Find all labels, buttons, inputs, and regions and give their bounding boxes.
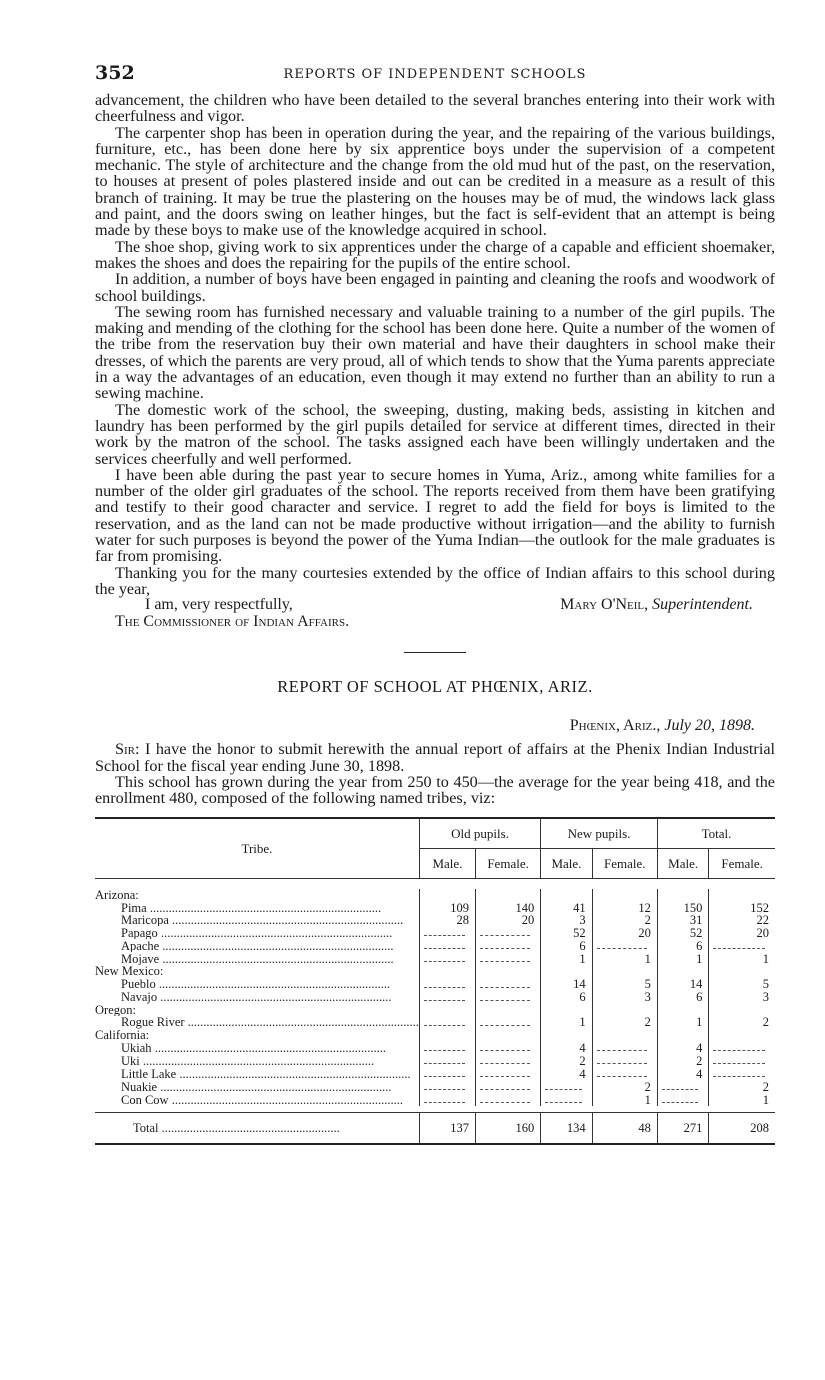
cell-value: 109	[419, 902, 475, 914]
cell-value	[541, 889, 592, 901]
cell-value	[709, 1004, 775, 1016]
table-row	[95, 952, 775, 965]
dot-leader: ..........................................................................	[159, 952, 394, 966]
cell-value	[592, 1029, 657, 1041]
cell-value	[475, 939, 540, 952]
cell-value: 5	[592, 978, 657, 991]
table-row	[95, 1004, 775, 1016]
empty-dash	[480, 1054, 530, 1064]
cell-value: 1	[541, 952, 592, 965]
cell-value: 12	[592, 902, 657, 914]
header-male: Male.	[541, 849, 592, 879]
paragraph: The sewing room has furnished necessary and valuable training to a number of the girl pupils. The making and mending of the clothing for the school has been done here. Quite a number of the women of the tribe from the reservation buy their own material and have their daughters in school make their dresses, of which the parents are very proud, all of which tends to show that the Yuma parents appreciate in a way the advantages of an education, even though it may extend no further than an ability to run a sewing machine.	[95, 302, 775, 403]
cell-value: 1	[657, 1016, 708, 1029]
tribe-name: Apache ..........................................................................	[121, 939, 394, 953]
paragraph: I have been able during the past year to secure homes in Yuma, Ariz., among white families for a number of the older girl graduates of the school. The reports received from them have been gratifying and testify to their good character and service. I regret to add the field for boys is limited to the reservation, and as the land can not be made productive without irrigation—and the ability to furnish water for such purposes is beyond the power of the Yuma Indian—the outlook for the male graduates is far from promising.	[95, 465, 775, 566]
cell-value: 152	[709, 902, 775, 914]
cell-value: 140	[475, 902, 540, 914]
table-row	[95, 1054, 775, 1067]
paragraph: advancement, the children who have been detailed to the several branches entering into their work with cheerfulness and vigor.	[95, 91, 775, 126]
cell-value	[541, 1029, 592, 1041]
cell-value: 4	[541, 1067, 592, 1080]
cell-value: 3	[541, 914, 592, 926]
cell-value: 31	[657, 914, 708, 926]
cell-value: 28	[419, 914, 475, 926]
paragraph	[95, 741, 775, 774]
report-title: REPORT OF SCHOOL AT PHŒNIX, ARIZ.	[277, 677, 593, 697]
cell-value	[475, 1041, 540, 1054]
cell-value: 3	[592, 991, 657, 1004]
dot-leader: ..........................................................................	[139, 1054, 375, 1068]
section-divider	[404, 652, 466, 653]
cell-value: 150	[657, 902, 708, 914]
signature	[560, 597, 753, 613]
dot-leader: ..........................................................................	[159, 939, 394, 953]
header-female: Female.	[475, 849, 540, 879]
cell-value	[419, 939, 475, 952]
empty-dash	[424, 1067, 465, 1077]
empty-dash	[480, 978, 530, 988]
cell-value	[419, 926, 475, 939]
cell-value	[475, 1054, 540, 1067]
dot-leader: ..........................................................................	[168, 1093, 403, 1107]
table-row	[95, 889, 775, 901]
header-male: Male.	[419, 849, 475, 879]
table-row	[95, 926, 775, 939]
signer-title: Superintendent.	[652, 596, 753, 614]
empty-dash	[480, 926, 530, 936]
page-number: 352	[95, 62, 135, 84]
empty-dash	[424, 978, 465, 988]
body-text	[95, 92, 775, 597]
cell-value: 2	[709, 1016, 775, 1029]
empty-dash	[424, 1054, 465, 1064]
cell-value: 4	[541, 1041, 592, 1054]
cell-value: 20	[709, 926, 775, 939]
cell-value	[657, 1004, 708, 1016]
total-value: 208	[709, 1113, 775, 1145]
table-row	[95, 1016, 775, 1029]
cell-value	[541, 965, 592, 977]
cell-value: 1	[592, 952, 657, 965]
empty-dash	[480, 1080, 530, 1090]
cell-value	[592, 939, 657, 952]
paragraph: In addition, a number of boys have been engaged in painting and cleaning the roofs and woodwork of school buildings.	[95, 270, 775, 305]
cell-value: 20	[592, 926, 657, 939]
cell-value	[419, 889, 475, 901]
cell-value: 52	[541, 926, 592, 939]
table-row	[95, 1067, 775, 1080]
empty-dash	[480, 1016, 530, 1026]
tribe-name: Little Lake ..........................................................................	[121, 1067, 411, 1081]
empty-dash	[713, 1041, 765, 1051]
tribe-name: Arizona:	[95, 889, 139, 902]
cell-value: 2	[592, 914, 657, 926]
empty-dash	[545, 1093, 581, 1103]
cell-value	[475, 1004, 540, 1016]
dot-leader: ..........................................................................	[176, 1067, 411, 1081]
cell-value: 4	[657, 1067, 708, 1080]
document-page	[95, 58, 775, 1145]
paragraph: The domestic work of the school, the sweeping, dusting, making beds, assisting in kitchen and laundry has been performed by the girl pupils detailed for service at different times, directed in their work by the matron of the school. The tasks assigned each have been willingly undertaken and the services cheerfully and well performed.	[95, 400, 775, 468]
cell-value	[657, 889, 708, 901]
dot-leader: .........................................................	[158, 1121, 340, 1136]
tribe-name: Uki ..........................................................................	[121, 1054, 375, 1068]
cell-value: 2	[592, 1016, 657, 1029]
empty-dash	[597, 1067, 647, 1077]
cell-value	[475, 889, 540, 901]
cell-value: 2	[709, 1080, 775, 1093]
header-total: Total.	[657, 818, 775, 849]
cell-value	[709, 1054, 775, 1067]
dateline	[95, 717, 775, 735]
cell-value: 22	[709, 914, 775, 926]
header-tribe: Tribe.	[241, 840, 273, 856]
empty-dash	[424, 1041, 465, 1051]
cell-value	[709, 939, 775, 952]
dot-leader: ..........................................................................	[184, 1015, 419, 1029]
paragraph: Thanking you for the many courtesies extended by the office of Indian affairs to this school during the year,	[95, 563, 775, 598]
empty-dash	[480, 1041, 530, 1051]
tribe-name: New Mexico:	[95, 965, 164, 978]
header-male: Male.	[657, 849, 708, 879]
empty-dash	[480, 1067, 530, 1077]
total-value: 160	[475, 1113, 540, 1145]
empty-dash	[662, 1080, 698, 1090]
cell-value: 6	[657, 991, 708, 1004]
cell-value	[419, 978, 475, 991]
empty-dash	[480, 952, 530, 962]
table-row	[95, 1080, 775, 1093]
paragraph: This school has grown during the year from 250 to 450—the average for the year being 418, and the enrollment 480, composed of the following named tribes, viz:	[95, 772, 775, 808]
cell-value: 2	[592, 1080, 657, 1093]
cell-value	[419, 1067, 475, 1080]
cell-value: 4	[657, 1041, 708, 1054]
tribe-name: Pueblo ..........................................................................	[121, 977, 391, 991]
cell-value: 6	[541, 939, 592, 952]
empty-dash	[662, 1093, 698, 1103]
dateline-place: Phœnix, Ariz.,	[569, 717, 661, 735]
cell-value: 6	[657, 939, 708, 952]
cell-value	[419, 1041, 475, 1054]
empty-dash	[424, 1080, 465, 1090]
empty-dash	[424, 1016, 465, 1026]
table-row	[95, 1029, 775, 1041]
cell-value	[657, 965, 708, 977]
cell-value: 1	[709, 952, 775, 965]
cell-value: 3	[709, 991, 775, 1004]
cell-value	[592, 1054, 657, 1067]
tribe-name: Maricopa ..........................................................................	[121, 913, 404, 927]
dateline-date: July 20, 1898.	[664, 717, 755, 735]
empty-dash	[713, 1067, 765, 1077]
cell-value	[592, 1067, 657, 1080]
cell-value	[709, 965, 775, 977]
cell-value	[709, 1067, 775, 1080]
paragraph: The carpenter shop has been in operation during the year, and the repairing of the various buildings, furniture, etc., has been done here by six apprentice boys under the supervision of a competent mechanic. The style of architecture and the change from the old mud hut of the past, on the reservation, to houses at present of poles plastered inside and out can be credited in a measure as a result of this branch of training. It may be true the plastering on the houses may be of mud, the windows lack glass and paint, and the doors swing on leather hinges, but the fact is self-evident that an attempt is being made by these boys to make use of the knowledge acquired in school.	[95, 123, 775, 240]
cell-value: 20	[475, 914, 540, 926]
salutation-sir: Sir:	[115, 740, 140, 759]
cell-value	[657, 1080, 708, 1093]
cell-value: 1	[592, 1093, 657, 1106]
tribe-name: Oregon:	[95, 1003, 136, 1016]
table-row	[95, 978, 775, 991]
table-row	[95, 965, 775, 977]
cell-value	[475, 1029, 540, 1041]
intro-text: I have the honor to submit herewith the annual report of affairs at the Phenix Indian Industrial School for the fiscal year ending June 30, 1898.	[95, 740, 776, 775]
cell-value	[475, 991, 540, 1004]
tribe-name: California:	[95, 1028, 150, 1042]
cell-value	[709, 889, 775, 901]
table-row	[95, 902, 775, 914]
cell-value	[475, 952, 540, 965]
total-row	[95, 1113, 775, 1145]
running-title: REPORTS OF INDEPENDENT SCHOOLS	[283, 67, 587, 82]
letter-closing	[95, 597, 775, 631]
cell-value	[541, 1093, 592, 1106]
empty-dash	[713, 1054, 765, 1064]
tribe-name: Papago ..........................................................................	[121, 926, 393, 940]
cell-value: 41	[541, 902, 592, 914]
empty-dash	[480, 991, 530, 1001]
cell-value	[709, 1029, 775, 1041]
dot-leader: ..........................................................................	[155, 977, 391, 991]
cell-value	[475, 1093, 540, 1106]
cell-value	[419, 1093, 475, 1106]
signer-name: Mary O'Neil,	[560, 596, 649, 614]
cell-value	[475, 978, 540, 991]
header-female: Female.	[592, 849, 657, 879]
page-header	[95, 58, 775, 92]
cell-value	[657, 1029, 708, 1041]
empty-dash	[424, 1093, 465, 1103]
cell-value	[419, 991, 475, 1004]
tribe-name: Nuakie ..........................................................................	[121, 1080, 392, 1094]
cell-value: 14	[657, 978, 708, 991]
cell-value: 1	[709, 1093, 775, 1106]
empty-dash	[424, 991, 465, 1001]
empty-dash	[424, 952, 465, 962]
tribe-name: Rogue River ..........................................................................	[121, 1015, 419, 1029]
empty-dash	[597, 1054, 647, 1064]
table-row	[95, 1041, 775, 1054]
table-row	[95, 914, 775, 926]
cell-value	[475, 1080, 540, 1093]
total-label: Total .........................................................	[95, 1113, 419, 1145]
header-female: Female.	[709, 849, 775, 879]
cell-value	[592, 1004, 657, 1016]
header-new-pupils: New pupils.	[541, 818, 658, 849]
empty-dash	[597, 1041, 647, 1051]
cell-value	[592, 965, 657, 977]
table-body	[95, 879, 775, 1113]
cell-value	[475, 926, 540, 939]
total-value: 48	[592, 1113, 657, 1145]
cell-value	[657, 1093, 708, 1106]
cell-value: 2	[541, 1054, 592, 1067]
cell-value	[475, 1016, 540, 1029]
cell-value: 14	[541, 978, 592, 991]
cell-value: 1	[657, 952, 708, 965]
dot-leader: ..........................................................................	[157, 926, 393, 940]
empty-dash	[480, 1093, 530, 1103]
cell-value	[419, 965, 475, 977]
total-value: 134	[541, 1113, 592, 1145]
cell-value	[475, 965, 540, 977]
cell-value	[541, 1004, 592, 1016]
total-value: 271	[657, 1113, 708, 1145]
addressee: The Commissioner of Indian Affairs.	[115, 613, 350, 631]
cell-value	[592, 1041, 657, 1054]
cell-value: 6	[541, 991, 592, 1004]
cell-value	[419, 952, 475, 965]
cell-value: 1	[541, 1016, 592, 1029]
cell-value: 2	[657, 1054, 708, 1067]
cell-value	[419, 1016, 475, 1029]
cell-value	[419, 1004, 475, 1016]
cell-value: 5	[709, 978, 775, 991]
cell-value	[709, 1041, 775, 1054]
table-row	[95, 991, 775, 1004]
dot-leader: ..........................................................................	[168, 913, 404, 927]
cell-value	[419, 1080, 475, 1093]
paragraph: The shoe shop, giving work to six apprentices under the charge of a capable and efficient shoemaker, makes the shoes and does the repairing for the pupils of the entire school.	[95, 237, 775, 272]
cell-value	[592, 889, 657, 901]
dot-leader: ..........................................................................	[157, 1080, 392, 1094]
cell-value: 52	[657, 926, 708, 939]
total-value: 137	[419, 1113, 475, 1145]
table-row	[95, 939, 775, 952]
tribe-name: Pima ..........................................................................	[121, 901, 382, 914]
empty-dash	[545, 1080, 581, 1090]
dot-leader: ..........................................................................	[146, 901, 382, 914]
report-intro	[95, 741, 775, 806]
tribe-name: Navajo ..........................................................................	[121, 990, 392, 1004]
dot-leader: ..........................................................................	[151, 1041, 386, 1055]
cell-value	[475, 1067, 540, 1080]
header-old-pupils: Old pupils.	[419, 818, 540, 849]
table-row	[95, 1093, 775, 1106]
empty-dash	[597, 939, 647, 949]
empty-dash	[480, 939, 530, 949]
tribe-name: Con Cow ..........................................................................	[121, 1093, 403, 1107]
salutation: I am, very respectfully,	[145, 596, 293, 614]
empty-dash	[424, 926, 465, 936]
dot-leader: ..........................................................................	[157, 990, 392, 1004]
tribe-name: Ukiah ..........................................................................	[121, 1041, 386, 1055]
cell-value	[419, 1054, 475, 1067]
tribes-table	[95, 817, 775, 1145]
tribe-name: Mojave ..........................................................................	[121, 952, 394, 966]
cell-value	[541, 1080, 592, 1093]
empty-dash	[424, 939, 465, 949]
empty-dash	[713, 939, 765, 949]
cell-value	[419, 1029, 475, 1041]
